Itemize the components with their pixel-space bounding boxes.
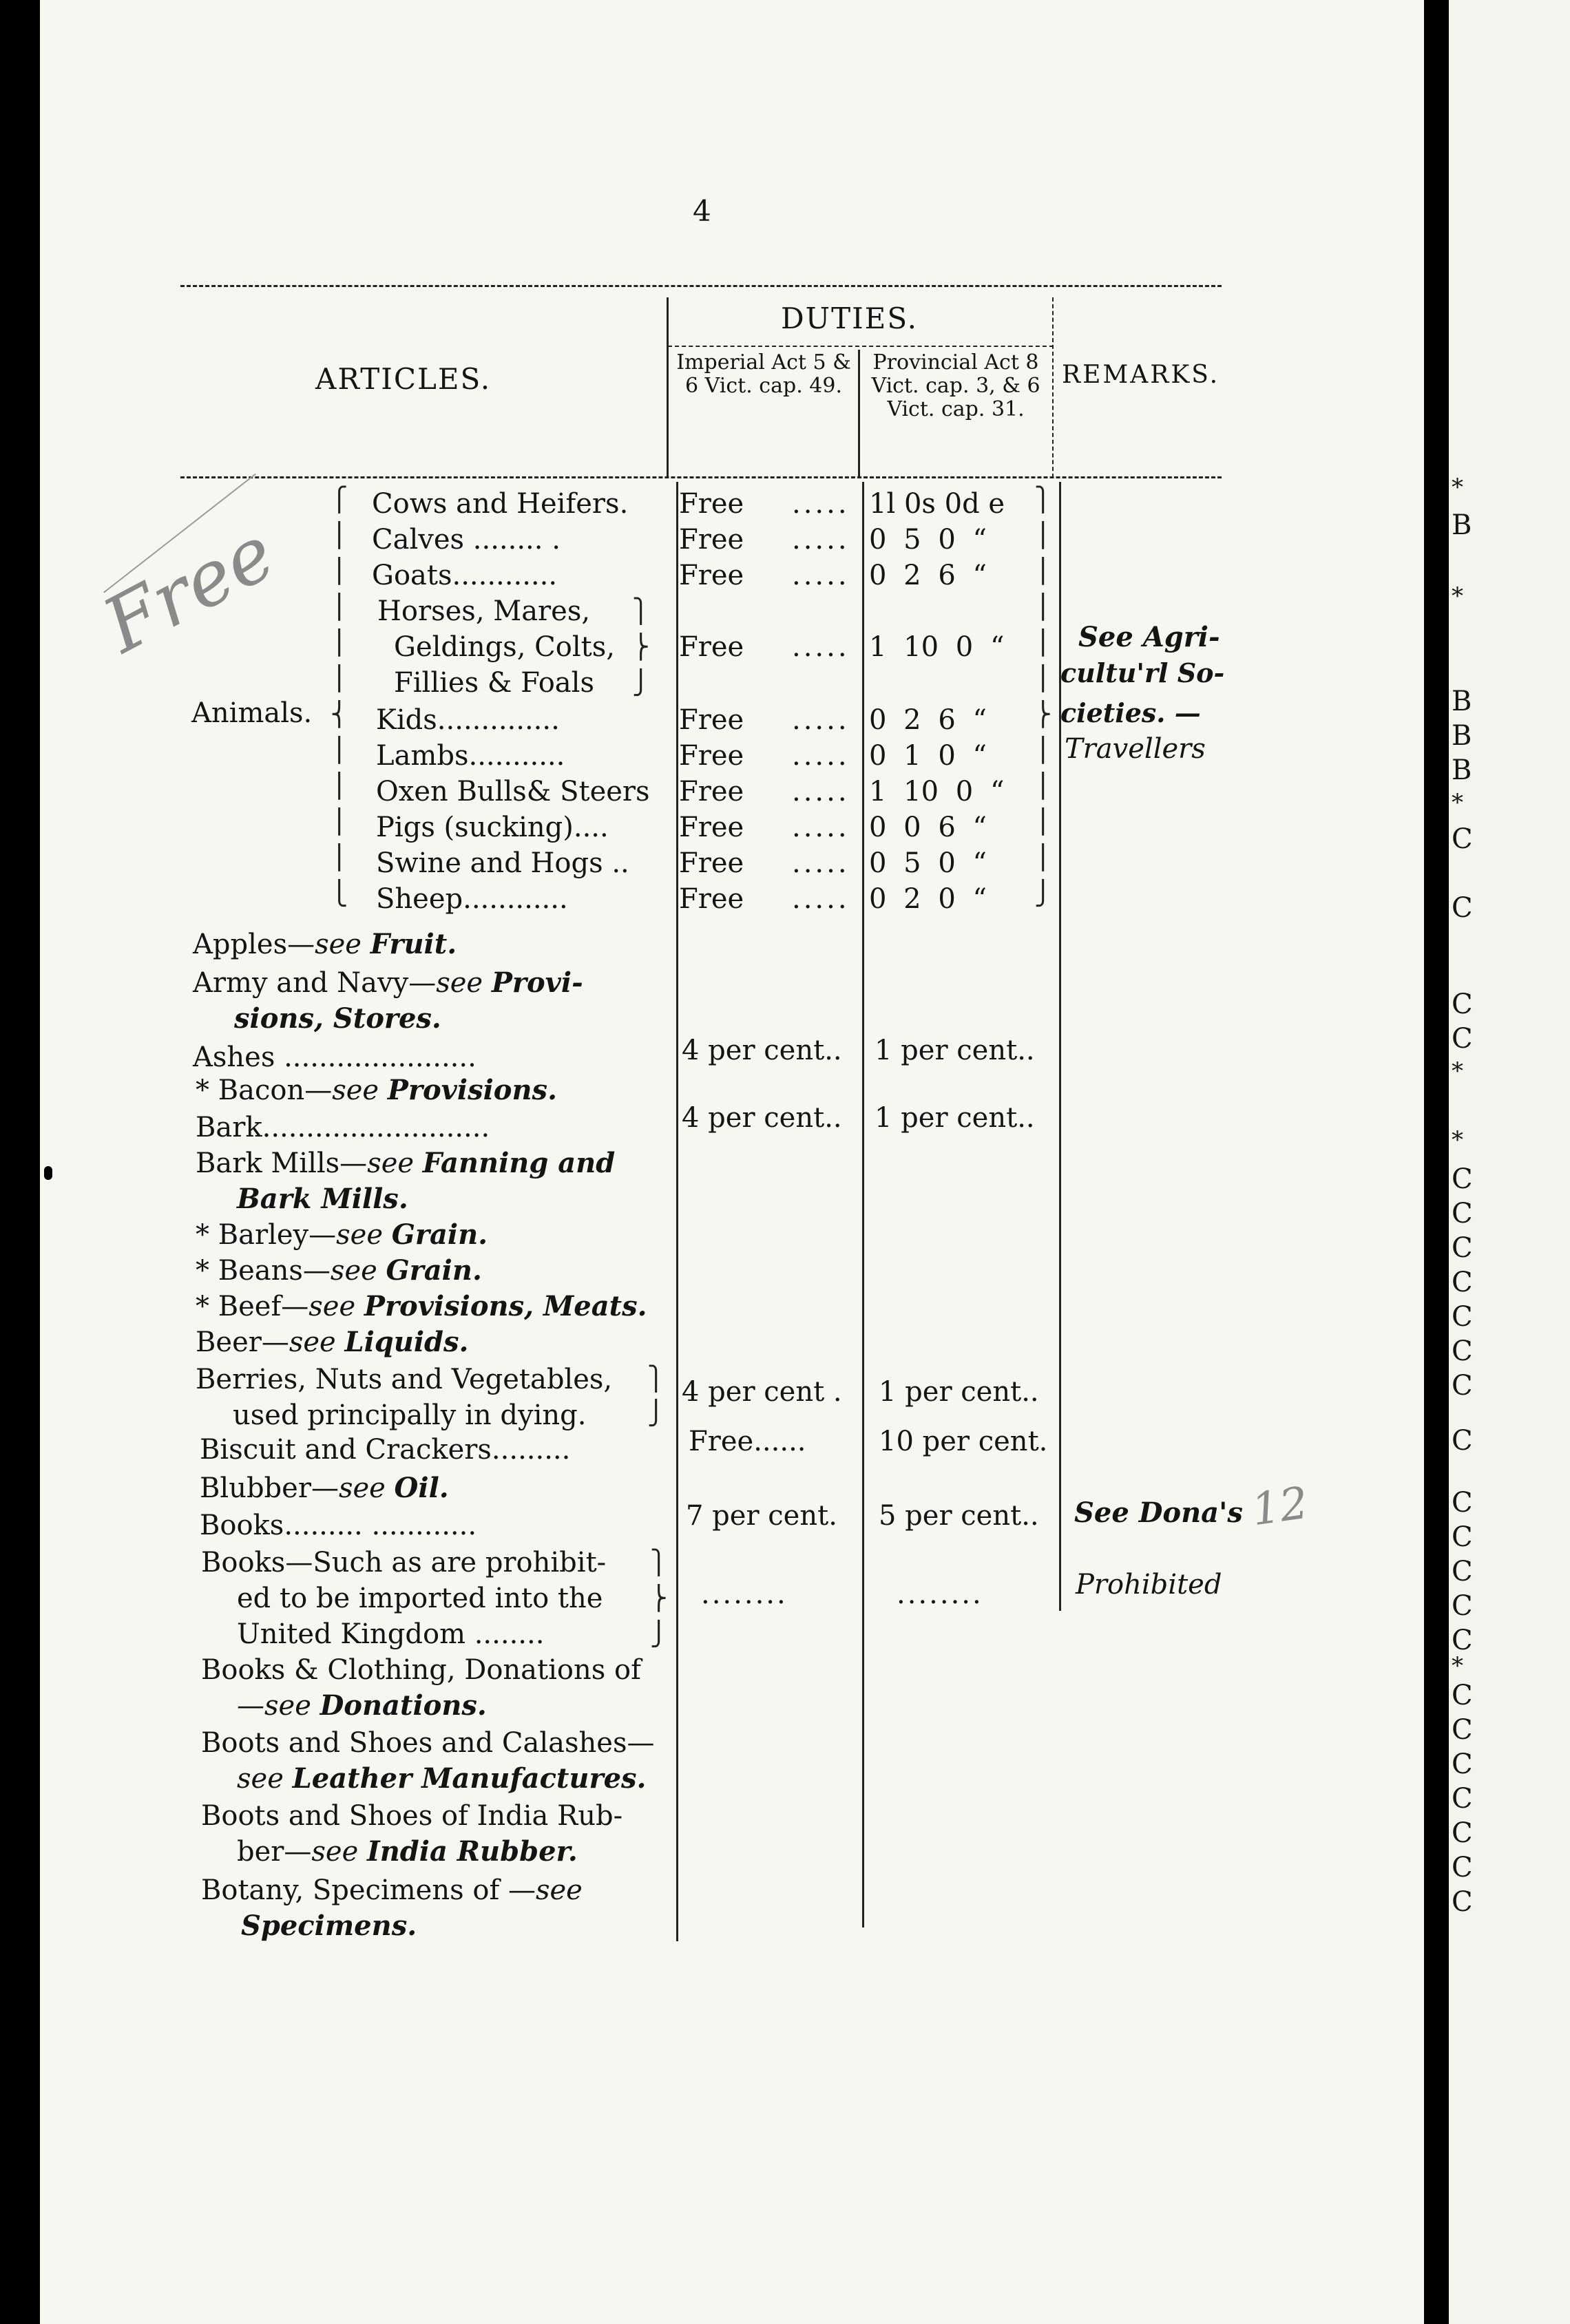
leader-dots: ..... bbox=[792, 847, 850, 879]
binding-gutter bbox=[1424, 0, 1449, 2324]
entry-article: * Beans—see Grain. bbox=[196, 1254, 482, 1287]
articles-heading: ARTICLES. bbox=[315, 362, 492, 396]
animal-imperial-duty: Free bbox=[679, 524, 744, 556]
entry-provincial-duty: 1 per cent.. bbox=[875, 1102, 1035, 1134]
leader-dots: ..... bbox=[792, 524, 850, 556]
animal-article: Kids.............. bbox=[376, 704, 560, 736]
entry-article-cont: see Leather Manufactures. bbox=[237, 1762, 647, 1795]
animal-provincial-duty: 1l 0s 0d e bbox=[869, 488, 1005, 520]
entry-imperial-duty: 7 per cent. bbox=[686, 1500, 837, 1532]
entry-article: * Bacon—see Provisions. bbox=[196, 1074, 557, 1106]
entry-remark: See Dona's bbox=[1074, 1497, 1243, 1529]
entry-article-cont: used principally in dying. bbox=[233, 1399, 587, 1431]
entry-provincial-duty: 1 per cent.. bbox=[875, 1035, 1035, 1066]
animal-provincial-duty: 1 10 0 “ bbox=[869, 776, 1005, 807]
entry-article: Bark Mills—see Fanning and bbox=[196, 1147, 616, 1179]
animal-provincial-duty: 0 5 0 “ bbox=[869, 847, 987, 879]
col-rule-imperial-provincial bbox=[862, 482, 864, 1927]
leader-dots: ..... bbox=[792, 740, 850, 772]
entry-article: Botany, Specimens of —see bbox=[201, 1874, 583, 1906]
entry-imperial-duty: 4 per cent . bbox=[682, 1376, 842, 1408]
entry-provincial-duty: ........ bbox=[897, 1578, 983, 1610]
entry-article: Berries, Nuts and Vegetables, bbox=[196, 1364, 613, 1395]
duties-rule bbox=[668, 346, 1054, 347]
entry-article-cont: —see Donations. bbox=[237, 1689, 487, 1722]
entry-article: Beer—see Liquids. bbox=[196, 1326, 469, 1358]
header-col-rule-1 bbox=[667, 297, 669, 478]
entry-provincial-duty: 1 per cent.. bbox=[879, 1376, 1039, 1408]
animals-remark: Travellers bbox=[1065, 733, 1206, 765]
animal-article: Pigs (sucking).... bbox=[376, 812, 609, 843]
entry-article: Biscuit and Crackers......... bbox=[200, 1434, 571, 1466]
entry-article: Apples—see Fruit. bbox=[193, 928, 457, 960]
horses-brace: ⎫ ⎬ ⎭ bbox=[632, 598, 650, 697]
animal-provincial-duty: 0 0 6 “ bbox=[869, 812, 987, 843]
animal-article: Fillies & Foals bbox=[394, 667, 594, 699]
animal-provincial-duty: 0 1 0 “ bbox=[869, 740, 987, 772]
leader-dots: ..... bbox=[792, 488, 850, 520]
animal-provincial-duty: 0 5 0 “ bbox=[869, 524, 987, 556]
page-number: 4 bbox=[693, 194, 711, 228]
entry-provincial-duty: 5 per cent.. bbox=[879, 1500, 1039, 1532]
imperial-act-heading: Imperial Act 5 & 6 Vict. cap. 49. bbox=[676, 350, 851, 398]
animal-imperial-duty: Free bbox=[679, 812, 744, 843]
animals-remark: See Agri- bbox=[1078, 621, 1220, 653]
remarks-brace: ⎫ ⎪ ⎪ ⎪ ⎪ ⎪ ⎬ ⎪ ⎪ ⎪ ⎪ ⎭ bbox=[1034, 486, 1052, 907]
animal-imperial-duty: Free bbox=[679, 704, 744, 736]
col-rule-provincial-remarks bbox=[1059, 482, 1061, 1611]
entry-article-cont: Specimens. bbox=[241, 1910, 417, 1942]
entry-article-cont: sions, Stores. bbox=[234, 1002, 441, 1035]
animals-remark: cieties. — bbox=[1060, 697, 1201, 728]
header-top-rule bbox=[180, 285, 1222, 287]
animal-article: Oxen Bulls& Steers bbox=[376, 776, 650, 807]
entry-article-cont: United Kingdom ........ bbox=[237, 1618, 545, 1650]
leader-dots: ..... bbox=[792, 631, 850, 663]
margin-mark bbox=[44, 1166, 52, 1180]
header-col-rule-3 bbox=[1052, 297, 1054, 478]
animal-provincial-duty: 0 2 0 “ bbox=[869, 883, 987, 915]
entry-remark: Prohibited bbox=[1076, 1569, 1222, 1601]
animals-remark: cultu'rl So- bbox=[1060, 657, 1225, 688]
leader-dots: ..... bbox=[792, 812, 850, 843]
animal-provincial-duty: 0 2 6 “ bbox=[869, 704, 987, 736]
animal-imperial-duty: Free bbox=[679, 560, 744, 591]
animal-provincial-duty: 0 2 6 “ bbox=[869, 560, 987, 591]
entry-article: Boots and Shoes of India Rub- bbox=[201, 1800, 623, 1832]
animal-article: Horses, Mares, bbox=[377, 595, 591, 627]
entry-article: * Beef—see Provisions, Meats. bbox=[196, 1290, 647, 1322]
duties-heading: DUTIES. bbox=[781, 302, 918, 335]
leader-dots: ..... bbox=[792, 560, 850, 591]
adjacent-page-edge: * B * B B B * C C C C * * C C C C C C C C C C C C C * C C C C C C C bbox=[1449, 0, 1570, 2324]
animal-imperial-duty: Free bbox=[679, 847, 744, 879]
entry-provincial-duty: 10 per cent. bbox=[879, 1426, 1048, 1457]
animal-article: Goats............ bbox=[372, 560, 558, 591]
entry-article: Blubber—see Oil. bbox=[200, 1472, 449, 1504]
entry-imperial-duty: ........ bbox=[701, 1578, 788, 1610]
animals-group-label: Animals. bbox=[191, 697, 313, 729]
provincial-act-heading: Provincial Act 8 Vict. cap. 3, & 6 Vict. cap. 31. bbox=[871, 350, 1040, 421]
animal-article: Lambs........... bbox=[376, 740, 565, 772]
animal-article: Cows and Heifers. bbox=[372, 488, 629, 520]
entry-article: Books......... ............ bbox=[200, 1510, 477, 1541]
entry-article: Books—Such as are prohibit- bbox=[201, 1547, 607, 1578]
entry-imperial-duty: Free...... bbox=[689, 1426, 806, 1457]
animal-imperial-duty: Free bbox=[679, 740, 744, 772]
handwritten-free-note: Free bbox=[90, 508, 289, 670]
entry-article: Bark.......................... bbox=[196, 1112, 490, 1143]
leader-dots: ..... bbox=[792, 704, 850, 736]
animal-imperial-duty: Free bbox=[679, 488, 744, 520]
animal-provincial-duty: 1 10 0 “ bbox=[869, 631, 1005, 663]
animal-imperial-duty: Free bbox=[679, 776, 744, 807]
header-bottom-rule bbox=[180, 476, 1222, 478]
entry-article: Army and Navy—see Provi- bbox=[193, 966, 583, 999]
berries-brace: ⎫ ⎭ bbox=[647, 1365, 665, 1427]
entry-article: * Barley—see Grain. bbox=[196, 1218, 488, 1251]
leader-dots: ..... bbox=[792, 883, 850, 915]
animal-imperial-duty: Free bbox=[679, 883, 744, 915]
entry-article: Ashes ...................... bbox=[193, 1042, 477, 1073]
animal-imperial-duty: Free bbox=[679, 631, 744, 663]
handwritten-twelve-note: 12 bbox=[1248, 1477, 1312, 1536]
animal-article: Swine and Hogs .. bbox=[376, 847, 629, 879]
entry-article: Boots and Shoes and Calashes— bbox=[201, 1727, 655, 1759]
header-col-rule-2 bbox=[858, 350, 860, 478]
entry-imperial-duty: 4 per cent.. bbox=[682, 1102, 842, 1134]
remarks-heading: REMARKS. bbox=[1062, 361, 1220, 389]
entry-article: Books & Clothing, Donations of bbox=[201, 1654, 641, 1686]
entry-article-cont: ber—see India Rubber. bbox=[237, 1835, 578, 1868]
animal-article: Geldings, Colts, bbox=[394, 631, 615, 663]
entry-article-cont: Bark Mills. bbox=[237, 1183, 408, 1215]
animals-group-brace: ⎧ ⎪ ⎪ ⎪ ⎪ ⎪ ⎨ ⎪ ⎪ ⎪ ⎪ ⎩ bbox=[331, 486, 348, 907]
entry-article-cont: ed to be imported into the bbox=[237, 1583, 603, 1614]
entry-imperial-duty: 4 per cent.. bbox=[682, 1035, 842, 1066]
leader-dots: ..... bbox=[792, 776, 850, 807]
animal-article: Calves ........ . bbox=[372, 524, 561, 556]
books-prohibited-brace: ⎫ ⎬ ⎭ bbox=[650, 1549, 668, 1648]
col-rule-articles-imperial bbox=[676, 482, 678, 1941]
animal-article: Sheep............ bbox=[376, 883, 568, 915]
